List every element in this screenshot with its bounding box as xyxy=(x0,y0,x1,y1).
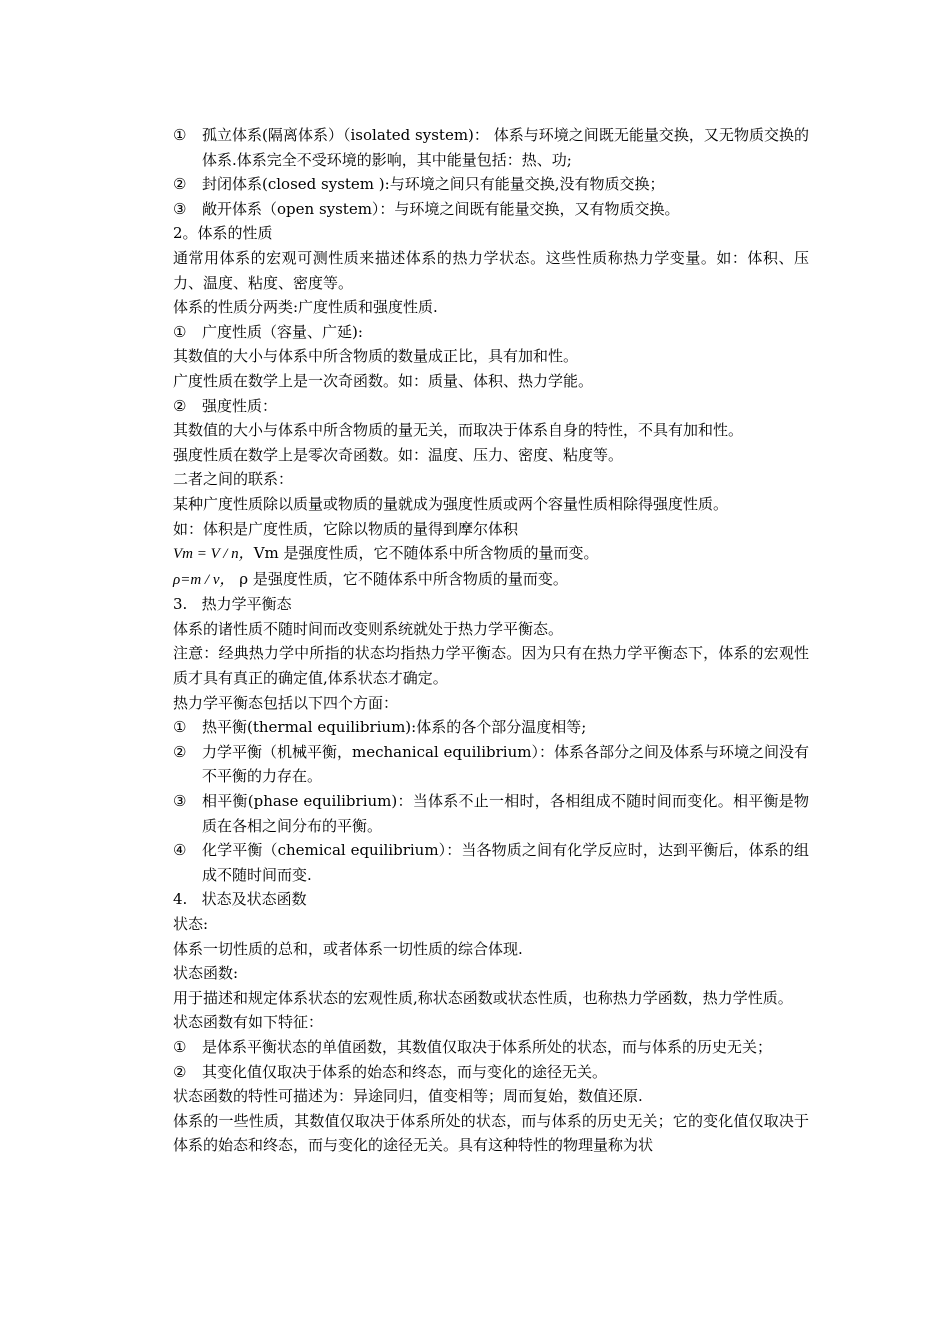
paragraph: 某种广度性质除以质量或物质的量就成为强度性质或两个容量性质相除得强度性质。 xyxy=(173,494,729,513)
list-item-phase xyxy=(173,789,809,838)
list-item-feature-1 xyxy=(173,1035,809,1060)
list-marker: ① xyxy=(173,718,187,737)
list-item-closed-system xyxy=(173,172,809,197)
list-text: 热平衡(thermal equilibrium):体系的各个部分温度相等; xyxy=(202,718,587,737)
paragraph: 热力学平衡态包括以下四个方面： xyxy=(173,693,399,712)
paragraph: 用于描述和规定体系状态的宏观性质,称状态函数或状态性质，也称热力学函数，热力学性质。 xyxy=(173,988,793,1007)
paragraph: 注意：经典热力学中所指的状态均指热力学平衡态。因为只有在热力学平衡态下，体系的宏观性质才具有真正的确定值,体系状态才确定。 xyxy=(173,644,809,688)
list-item-intensive xyxy=(173,394,809,419)
paragraph: 其数值的大小与体系中所含物质的量无关，而取决于体系自身的特性，不具有加和性。 xyxy=(173,421,744,440)
paragraph: 二者之间的联系： xyxy=(173,470,294,489)
paragraph: 状态函数: xyxy=(173,964,239,983)
list-marker: ④ xyxy=(173,841,187,860)
list-item-chemical xyxy=(173,838,809,887)
paragraph: 体系的一些性质，其数值仅取决于体系所处的状态，而与体系的历史无关；它的变化值仅取决于体系的始态和终态，而与变化的途径无关。具有这种特性的物理量称为状 xyxy=(173,1111,809,1155)
list-item-feature-2 xyxy=(173,1060,809,1085)
paragraph: 广度性质在数学上是一次奇函数。如：质量、体积、热力学能。 xyxy=(173,371,594,390)
paragraph: 其数值的大小与体系中所含物质的数量成正比，具有加和性。 xyxy=(173,347,579,366)
list-item-thermal xyxy=(173,715,809,740)
vm-formula: Vm = V / n， xyxy=(173,546,254,563)
paragraph: 体系一切性质的总和，或者体系一切性质的综合体现. xyxy=(173,939,523,958)
document-page xyxy=(173,123,809,1158)
section-heading: 3. 热力学平衡态 xyxy=(173,595,292,614)
paragraph: 体系的性质分两类:广度性质和强度性质. xyxy=(173,298,438,317)
list-text: 力学平衡（机械平衡，mechanical equilibrium）：体系各部分之间及体系与环境之间没有不平衡的力存在。 xyxy=(202,742,809,786)
list-marker: ③ xyxy=(173,792,187,811)
list-marker: ① xyxy=(173,322,187,341)
list-text: 敞开体系（open system）：与环境之间既有能量交换，又有物质交换。 xyxy=(202,199,680,218)
paragraph: 强度性质在数学上是零次奇函数。如：温度、压力、密度、粘度等。 xyxy=(173,445,624,464)
paragraph: 状态函数有如下特征： xyxy=(173,1013,324,1032)
list-item-open-system xyxy=(173,197,809,222)
list-item-isolated-system xyxy=(173,123,809,172)
list-item-extensive xyxy=(173,320,809,345)
list-text: 相平衡(phase equilibrium)：当体系不止一相时，各相组成不随时间而变化。相平衡是物质在各相之间分布的平衡。 xyxy=(202,792,809,835)
vm-description: Vm 是强度性质，它不随体系中所含物质的量而变。 xyxy=(253,544,599,563)
list-marker: ② xyxy=(173,1062,187,1081)
formula-line-vm xyxy=(173,541,809,567)
list-marker: ② xyxy=(173,396,187,415)
list-text: 孤立体系(隔离体系）（isolated system)： 体系与环境之间既无能量交换，又无物质交换的体系.体系完全不受环境的影响，其中能量包括：热、功; xyxy=(202,126,809,169)
list-marker: ② xyxy=(173,742,187,761)
list-text: 广度性质（容量、广延): xyxy=(202,322,363,341)
paragraph: 体系的诸性质不随时间而改变则系统就处于热力学平衡态。 xyxy=(173,619,564,638)
section-heading: 2。体系的性质 xyxy=(173,224,273,243)
paragraph: 状态: xyxy=(173,915,209,933)
paragraph: 如：体积是广度性质，它除以物质的量得到摩尔体积 xyxy=(173,519,519,538)
list-text: 强度性质： xyxy=(202,396,278,415)
list-marker: ① xyxy=(173,1037,187,1056)
list-marker: ② xyxy=(173,175,187,194)
list-text: 其变化值仅取决于体系的始态和终态，而与变化的途径无关。 xyxy=(202,1062,608,1081)
formula-line-rho xyxy=(173,567,809,593)
list-text: 化学平衡（chemical equilibrium）：当各物质之间有化学反应时，达到平衡后，体系的组成不随时间而变. xyxy=(202,841,809,884)
rho-description: ρ 是强度性质，它不随体系中所含物质的量而变。 xyxy=(234,569,568,588)
list-marker: ③ xyxy=(173,199,187,218)
list-text: 是体系平衡状态的单值函数，其数值仅取决于体系所处的状态，而与体系的历史无关； xyxy=(202,1037,773,1056)
list-marker: ① xyxy=(173,126,187,144)
paragraph: 通常用体系的宏观可测性质来描述体系的热力学状态。这些性质称热力学变量。如：体积、压力、温度、粘度、密度等。 xyxy=(173,248,809,292)
list-item-mechanical xyxy=(173,740,809,789)
rho-formula: ρ=m / v， xyxy=(173,571,235,588)
section-heading: 4. 状态及状态函数 xyxy=(173,890,307,909)
paragraph: 状态函数的特性可描述为：异途同归，值变相等；周而复始，数值还原. xyxy=(173,1087,643,1106)
list-text: 封闭体系(closed system ):与环境之间只有能量交换,没有物质交换； xyxy=(202,175,665,194)
